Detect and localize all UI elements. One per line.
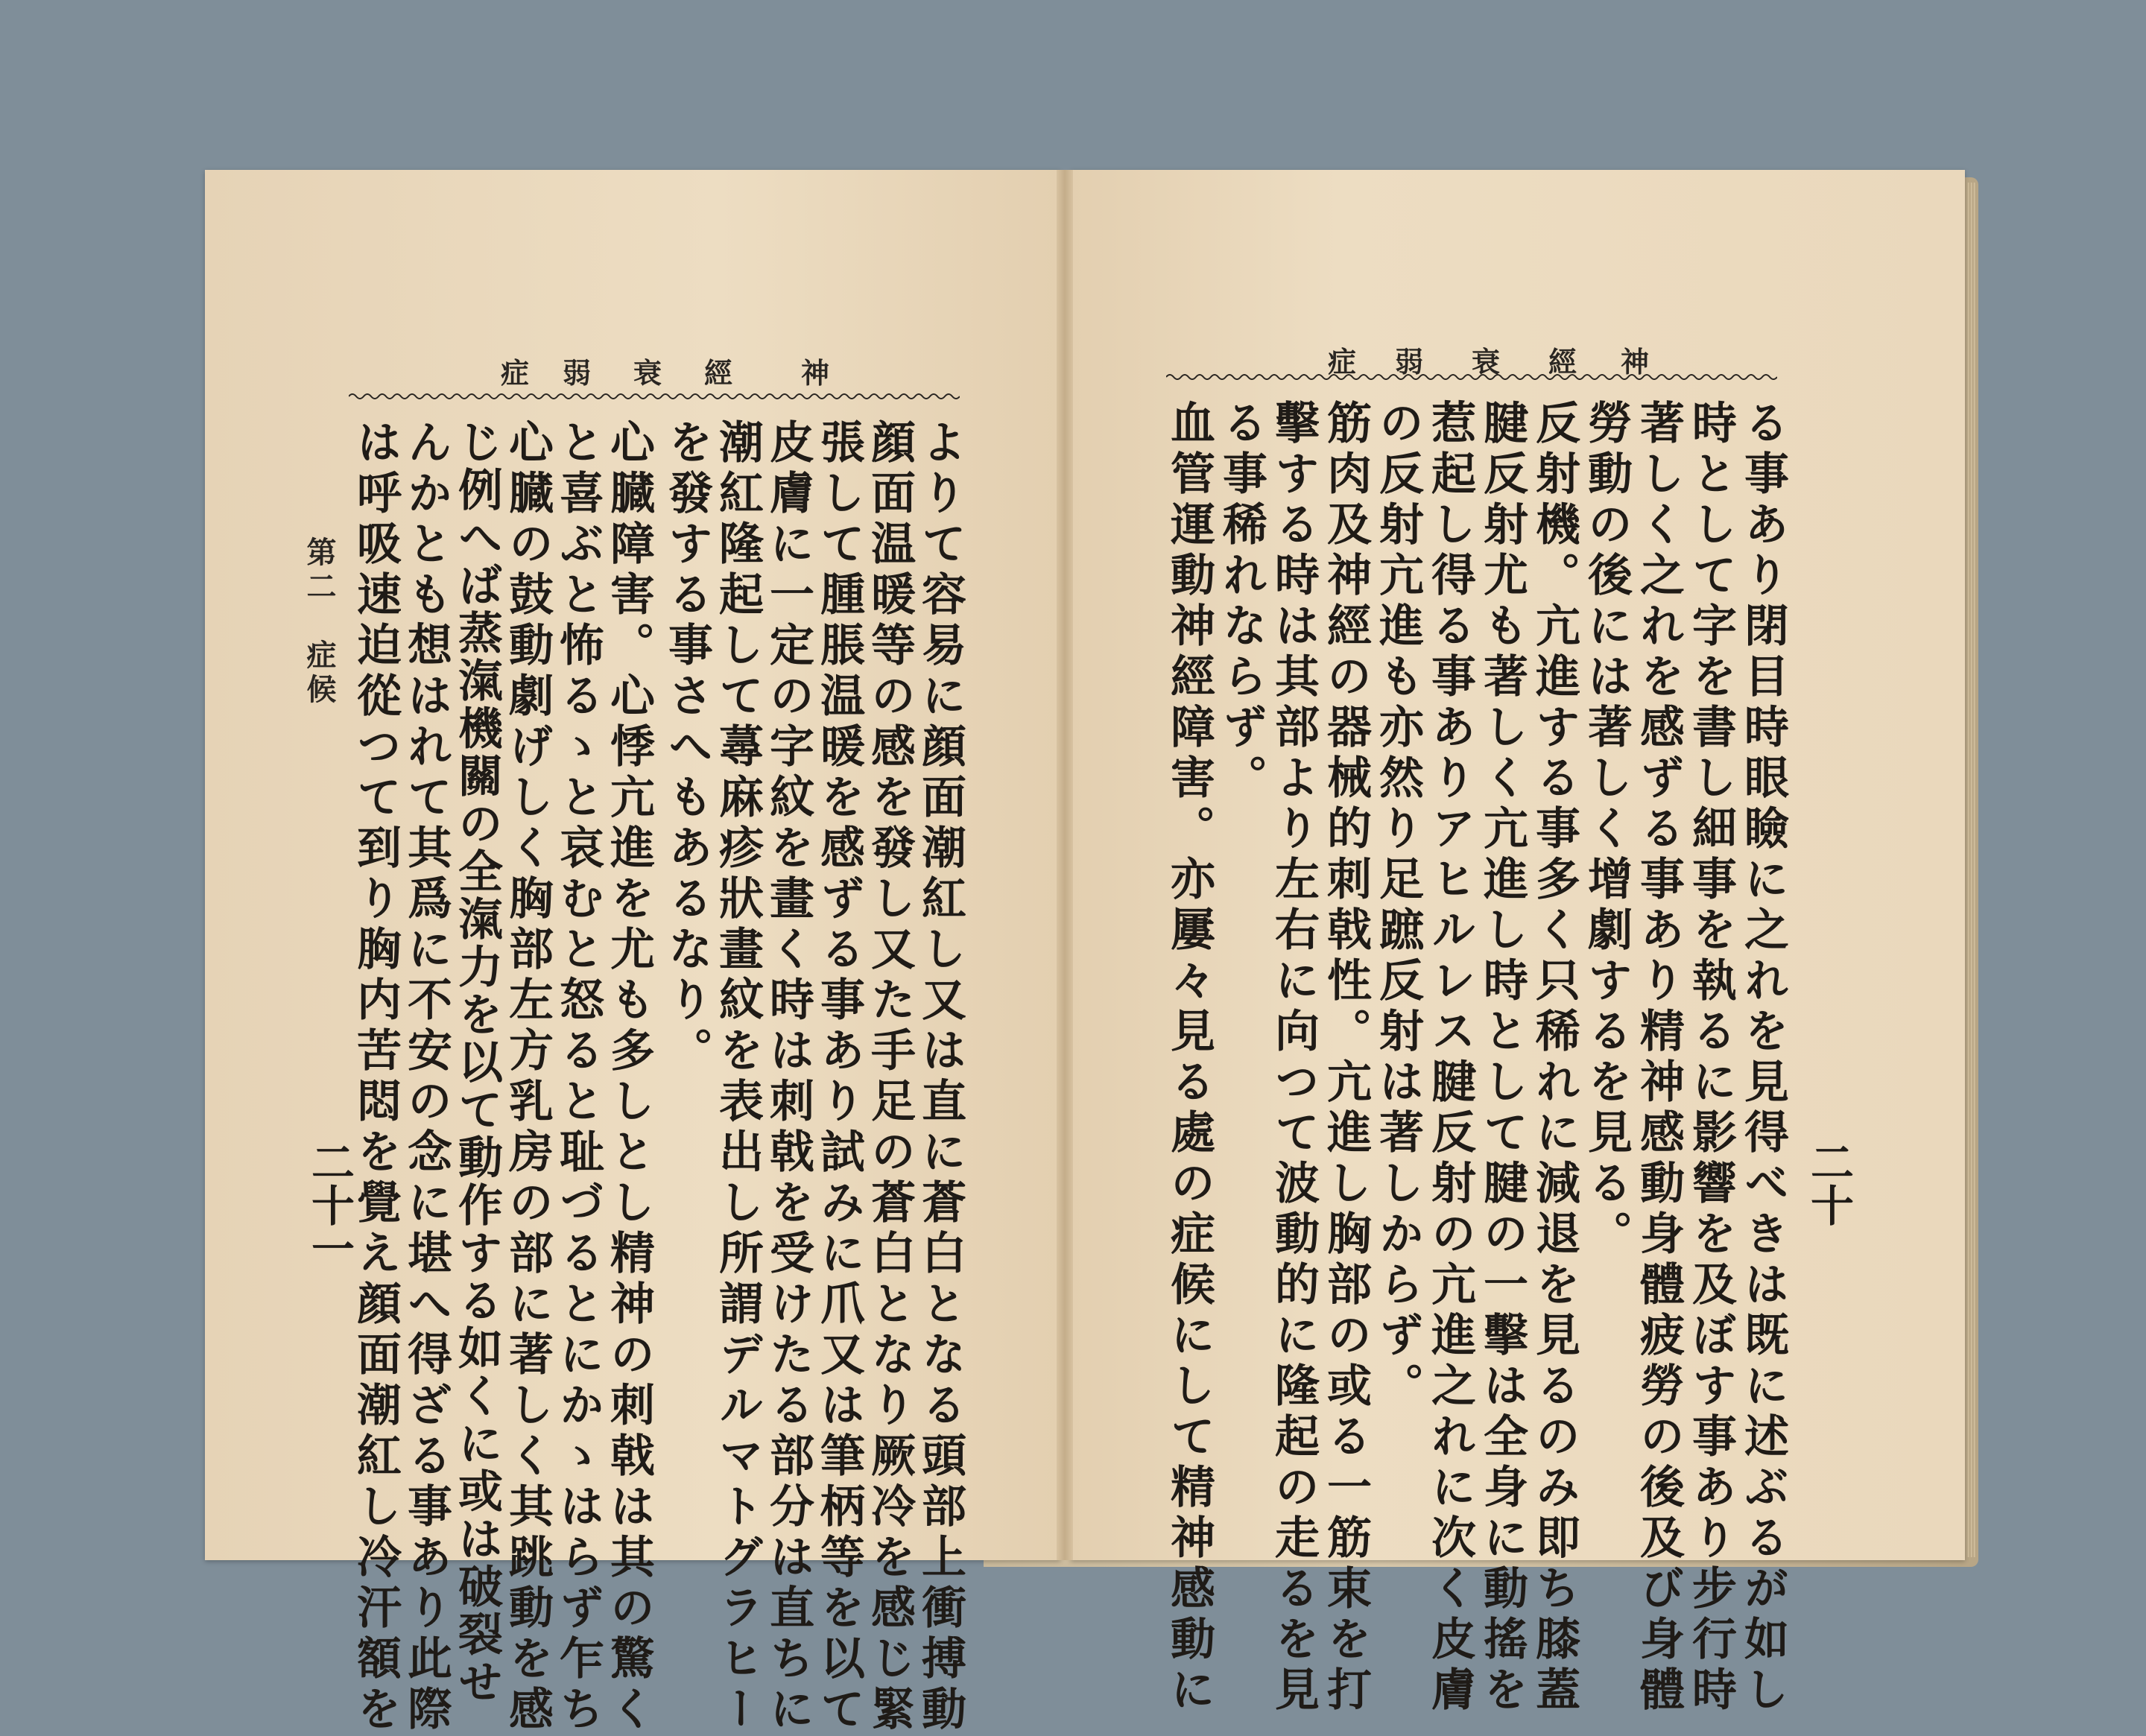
right-text-column: 腱反射尤も著しく亢進し時として腱の一擊は全身に動搖を (1476, 399, 1528, 1717)
right-text-column: る事稀れならず。 (1215, 399, 1267, 805)
right-page-number: 二十 (1803, 1140, 1854, 1226)
left-text-column: 潮紅隆起して蕁麻疹狀畫紋を表出し所謂デルマトグラヒー (712, 419, 764, 1736)
right-text-column: 反射機。亢進する事多く只稀れに減退を見るのみ即ち膝蓋 (1528, 399, 1580, 1717)
right-text-column: 惹起し得る事ありアヒルレス腱反射の亢進之れに次く皮膚 (1424, 399, 1476, 1717)
left-text-column: 心臓の鼓動劇げしく胸部左方乳房の部に著しく其跳動を感 (501, 419, 554, 1736)
left-header-char: 神 (801, 356, 830, 390)
left-header-char: 經 (704, 356, 733, 390)
left-text-column: んかとも想はれて其爲に不安の念に堪へ得ざる事あり此際 (400, 419, 452, 1736)
right-text-column: る事あり閉目時眼瞼に之れを見得べきは既に述ぶるが如し (1737, 399, 1789, 1717)
left-text-column: 皮膚に一定の字紋を畫く時は刺戟を受けたる部分は直ちに (762, 419, 814, 1736)
left-header-char: 症 (501, 356, 530, 390)
left-text-column: よりて容易に顔面潮紅し又は直に蒼白となる頭部上衝搏動 (914, 419, 966, 1736)
left-text-column: 顔面温暖等の感を發し又た手足の蒼白となり厥冷を感じ緊 (864, 419, 916, 1736)
left-header-char: 弱 (563, 356, 592, 390)
right-text-column: の反射亢進も亦然り足蹠反射は著しからず。 (1372, 399, 1424, 1413)
right-text-column: 勞動の後には著しく增劇するを見る。 (1580, 399, 1633, 1261)
left-header-rule (349, 392, 960, 401)
right-text-column: 著しく之れを感ずる事あり精神感動身體疲勞の後及び身體 (1633, 399, 1685, 1717)
right-header-char: 經 (1548, 345, 1577, 378)
gutter (1057, 170, 1073, 1560)
left-header-char: 衰 (633, 356, 662, 390)
right-header-char: 弱 (1395, 345, 1424, 378)
right-text-column: 時として字を書し細事を執るに影響を及ぼす事あり步行時 (1685, 399, 1737, 1717)
right-text-column: 血管運動神經障害。亦屢々見る處の症候にして精神感動に (1163, 399, 1215, 1717)
right-header-rule (1166, 373, 1777, 381)
left-page-number: 二十一 (304, 1140, 355, 1270)
right-header-char: 神 (1621, 345, 1650, 378)
left-text-column: 心臓障害。心悸亢進を尤も多しとし精神の刺戟は其の驚く (603, 419, 655, 1736)
right-text-column: 擊する時は其部より左右に向つて波動的に隆起の走るを見 (1267, 399, 1320, 1717)
left-chapter-footer: 第二 症候 (302, 536, 337, 708)
page-edges (1967, 183, 1976, 1557)
right-header-char: 衰 (1472, 345, 1501, 378)
left-text-column: じ例へば蒸滊機關の全滊力を以て動作する如くに或は破裂せ (451, 419, 503, 1706)
left-text-column: は呼吸速迫從つて到り胸内苦悶を覺え顔面潮紅し冷汗額を (349, 419, 402, 1736)
left-text-column: と喜ぶと怖るゝと哀むと怒ると耻づるとにかゝはらず乍ち (552, 419, 604, 1736)
left-text-column: を發する事さへもあるなり。 (661, 419, 713, 1077)
right-header-char: 症 (1328, 345, 1357, 378)
right-text-column: 筋肉及神經の器械的刺戟性。亢進し胸部の或る一筋束を打 (1320, 399, 1372, 1717)
left-text-column: 張して腫脹温暖を感ずる事あり試みに爪又は筆柄等を以て (813, 419, 865, 1736)
